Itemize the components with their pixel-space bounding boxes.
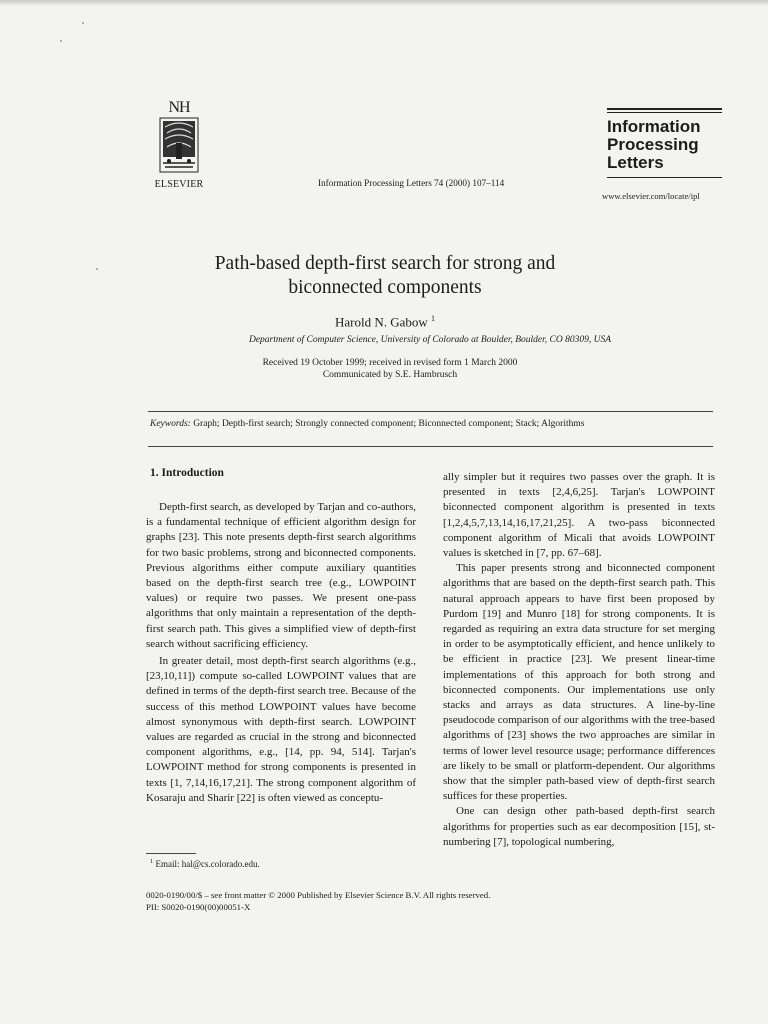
keywords-rule-top bbox=[148, 411, 713, 412]
article-title-line: biconnected components bbox=[288, 277, 482, 298]
footnote bbox=[150, 858, 260, 869]
journal-title-line: Processing bbox=[607, 135, 699, 154]
copyright-line: 0020-0190/00/$ – see front matter © 2000 Published by Elsevier Science B.V. All rights reserved. bbox=[146, 890, 491, 900]
pii-line: PII: S0020-0190(00)00051-X bbox=[146, 902, 251, 912]
author-footnote-mark: 1 bbox=[431, 314, 436, 323]
journal-citation: Information Processing Letters 74 (2000) 107–114 bbox=[318, 178, 505, 188]
body-paragraph: In greater detail, most depth-first search algorithms (e.g., [23,10,11]) compute so-called LOWPOINT values that are defined in terms of the depth-first search tree. Because of the success of this method LOWPOINT values have become almost synonymous with depth-first search. LOWPOINT values are regarded as crucial in the strong and biconnected component algorithms, e.g., [14, pp. 94, 514]. Tarjan's LOWPOINT method for strong components is presented in texts [1, 7,14,16,17,21]. The strong component algorithm of Kosaraju and Sharir [22] is often viewed as conceptu- bbox=[146, 655, 416, 804]
publisher-logo bbox=[150, 100, 208, 190]
masthead-rule bbox=[607, 112, 722, 113]
scan-speck bbox=[96, 268, 98, 270]
journal-title-line: Information bbox=[607, 117, 701, 136]
right-column bbox=[443, 470, 715, 850]
journal-masthead bbox=[607, 108, 722, 178]
author-name: Harold N. Gabow bbox=[334, 314, 428, 330]
body-paragraph: This paper presents strong and biconnected component algorithms that are based on the depth-first search path. This natural approach appears to have first been proposed by Purdom [19] and Munro [18] for strong components. It is regarded as requiring an extra data structure for set merging in order to be asymptotically efficient, and hence unlikely to be efficient in practice [23]. We present linear-time implementations of this approach for both strong and biconnected components. Our implementations use only stacks and arrays as data structures. A line-by-line pseudocode comparison of our algorithms with the tree-based algorithms of [23] shows the two approaches are similar in terms of lower level resource usage; performance differences are likely to be small or platform-dependent. Our algorithms show that the simpler path-based view of depth-first search suffices for these properties. bbox=[443, 562, 715, 803]
communicated-by: Communicated by S.E. Hambrusch bbox=[322, 370, 458, 380]
article-title-line: Path-based depth-first search for strong and bbox=[214, 253, 556, 274]
keywords-label: Keywords: bbox=[150, 419, 191, 429]
publisher-name: ELSEVIER bbox=[154, 179, 204, 190]
body-paragraph: One can design other path-based depth-first search algorithms for properties such as ear decomposition [15], st-numbering [7], topological numbering, bbox=[443, 805, 715, 848]
journal-title bbox=[607, 118, 722, 172]
scan-speck bbox=[82, 22, 84, 24]
section-heading: 1. Introduction bbox=[150, 467, 224, 479]
journal-url: www.elsevier.com/locate/ipl bbox=[602, 191, 700, 201]
elsevier-tree-icon bbox=[159, 117, 199, 173]
copyright-notice bbox=[146, 889, 490, 913]
body-paragraph: Depth-first search, as developed by Tarjan and co-authors, is a fundamental technique of efficient algorithm design for graphs [23]. This note presents depth-first search algorithms for two basic problems, strong and biconnected components. Previous algorithms either compute auxiliary quantities based on the depth-first search tree (e.g., LOWPOINT values) or require two passes. We present one-pass algorithms that only maintain a representation of the depth-first search path. This gives a simplified view of depth-first search without sacrificing efficiency. bbox=[146, 501, 416, 650]
footnote-mark: 1 bbox=[150, 858, 154, 865]
footnote-text: Email: hal@cs.colorado.edu. bbox=[155, 859, 260, 869]
received-dates: Received 19 October 1999; received in revised form 1 March 2000 bbox=[262, 358, 518, 368]
keywords-list: Graph; Depth-first search; Strongly connected component; Biconnected component; Stack; Algorithms bbox=[193, 419, 585, 429]
left-column bbox=[146, 500, 416, 806]
article-title bbox=[180, 252, 590, 300]
footnote-rule bbox=[146, 853, 196, 854]
scan-edge-shadow bbox=[0, 0, 768, 6]
keywords-rule-bottom bbox=[148, 446, 713, 447]
masthead-rule bbox=[607, 108, 722, 110]
author bbox=[180, 314, 590, 330]
article-dates bbox=[180, 357, 600, 381]
journal-title-line: Letters bbox=[607, 153, 664, 172]
body-paragraph: ally simpler but it requires two passes over the graph. It is presented in texts [2,4,6,25]. Tarjan's LOWPOINT biconnected component algorithm is presented in texts [1,2,4,5,7,13,14,16,17,21,25]. A two-pass biconnected component algorithm of Micali that avoids LOWPOINT values is sketched in [7, pp. 67–68]. bbox=[443, 471, 715, 560]
masthead-rule bbox=[607, 177, 722, 178]
publisher-logo-letters: NH bbox=[168, 99, 190, 116]
scan-speck bbox=[60, 40, 62, 42]
author-affiliation: Department of Computer Science, University of Colorado at Boulder, Boulder, CO 80309, USA bbox=[248, 335, 612, 345]
keywords bbox=[150, 419, 584, 429]
